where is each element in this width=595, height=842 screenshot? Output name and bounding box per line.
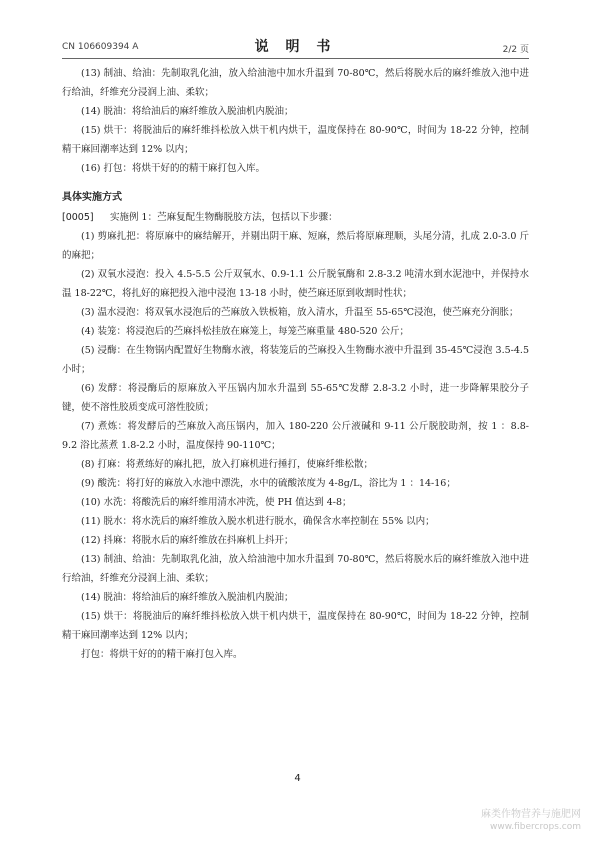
step-paragraph: (13) 制油、给油：先制取乳化油，放入给油池中加水升温到 70-80℃，然后将脱水后的麻纤维放入池中进行给油，纤维充分浸润上油、柔软； (62, 554, 529, 584)
watermark-title: 麻类作物营养与施肥网 (481, 809, 581, 820)
step-paragraph: (5) 浸酶：在生物锅内配置好生物酶水液，将装笼后的苎麻投入生物酶水液中升温到 35-45℃浸泡 3.5-4.5 小时； (62, 345, 529, 375)
step-paragraph: (10) 水洗：将酸洗后的麻纤维用清水冲洗，使 PH 值达到 4-8； (81, 497, 352, 508)
page-indicator: 2/2 页 (502, 45, 529, 55)
step-paragraph: (15) 烘干：将脱油后的麻纤维抖松放入烘干机内烘干，温度保持在 80-90℃，时间为 18-22 分钟，控制精干麻回潮率达到 12% 以内； (62, 611, 529, 641)
step-paragraph: 打包：将烘干好的的精干麻打包入库。 (81, 649, 243, 660)
step-paragraph: (3) 温水浸泡：将双氧水浸泡后的苎麻放入铁板箱，放入清水，升温至 55-65℃浸泡，使苎麻充分润胀； (81, 307, 519, 318)
page-number: 4 (294, 773, 301, 784)
step-paragraph: (13) 制油、给油：先制取乳化油，放入给油池中加水升温到 70-80℃，然后将脱水后的麻纤维放入池中进行给油，纤维充分浸润上油、柔软； (62, 68, 529, 98)
document-title: 说 明 书 (254, 39, 337, 55)
paragraph-intro: 实施例 1：苎麻复配生物酶脱胶方法，包括以下步骤： (110, 212, 338, 223)
publication-number: CN 106609394 A (62, 42, 139, 52)
section-heading: 具体实施方式 (62, 192, 122, 203)
step-paragraph: (12) 抖麻：将脱水后的麻纤维放在抖麻机上抖开； (81, 535, 294, 546)
step-paragraph: (7) 煮炼：将发酵后的苎麻放入高压锅内，加入 180-220 公斤液碱和 9-11 公斤脱胶助剂，按 1 ：8.8-9.2 浴比蒸煮 1.8-2.2 小时，温度保持 90-110℃； (62, 421, 529, 451)
step-paragraph: (8) 打麻：将煮练好的麻扎把，放入打麻机进行捶打，使麻纤维松散； (81, 459, 373, 470)
step-paragraph: (4) 装笼：将浸泡后的苎麻抖松挂放在麻笼上，每笼苎麻重量 480-520 公斤； (81, 326, 409, 337)
step-paragraph: (1) 剪麻扎把：将原麻中的麻结解开，并剔出阴干麻、短麻，然后将原麻理顺，头尾分清，扎成 2.0-3.0 斤的麻把； (62, 231, 529, 261)
site-watermark (481, 808, 581, 833)
header-divider (62, 58, 529, 59)
step-paragraph: (2) 双氧水浸泡：投入 4.5-5.5 公斤双氧水、0.9-1.1 公斤脱氧酶和 2.8-3.2 吨清水到水泥池中，并保持水温 18-22℃，将扎好的麻把投入池中浸泡 13-18 小时，使苎麻还原到收割时性状； (62, 269, 529, 299)
step-paragraph: (9) 酸洗：将打好的麻放入水池中漂洗，水中的硫酸浓度为 4-8g/L，浴比为 1 ：14-16； (81, 478, 456, 489)
step-paragraph: (14) 脱油：将给油后的麻纤维放入脱油机内脱油； (81, 592, 294, 603)
watermark-url: www.fibercrops.com (490, 822, 581, 832)
step-paragraph: (6) 发酵：将浸酶后的原麻放入平压锅内加水升温到 55-65℃发酵 2.8-3.2 小时，进一步降解果胶分子键，使不溶性胶质变成可溶性胶质； (62, 383, 529, 413)
page-header (62, 36, 529, 54)
step-paragraph: (14) 脱油：将给油后的麻纤维放入脱油机内脱油； (81, 106, 294, 117)
paragraph-number: [0005] (62, 212, 94, 223)
paragraph-intro-row (62, 208, 529, 227)
document-body (62, 64, 529, 664)
step-paragraph: (15) 烘干：将脱油后的麻纤维抖松放入烘干机内烘干，温度保持在 80-90℃，时间为 18-22 分钟，控制精干麻回潮率达到 12% 以内； (62, 125, 529, 155)
step-paragraph: (16) 打包：将烘干好的的精干麻打包入库。 (81, 163, 266, 174)
step-paragraph: (11) 脱水：将水洗后的麻纤维放入脱水机进行脱水，确保含水率控制在 55% 以内； (81, 516, 435, 527)
